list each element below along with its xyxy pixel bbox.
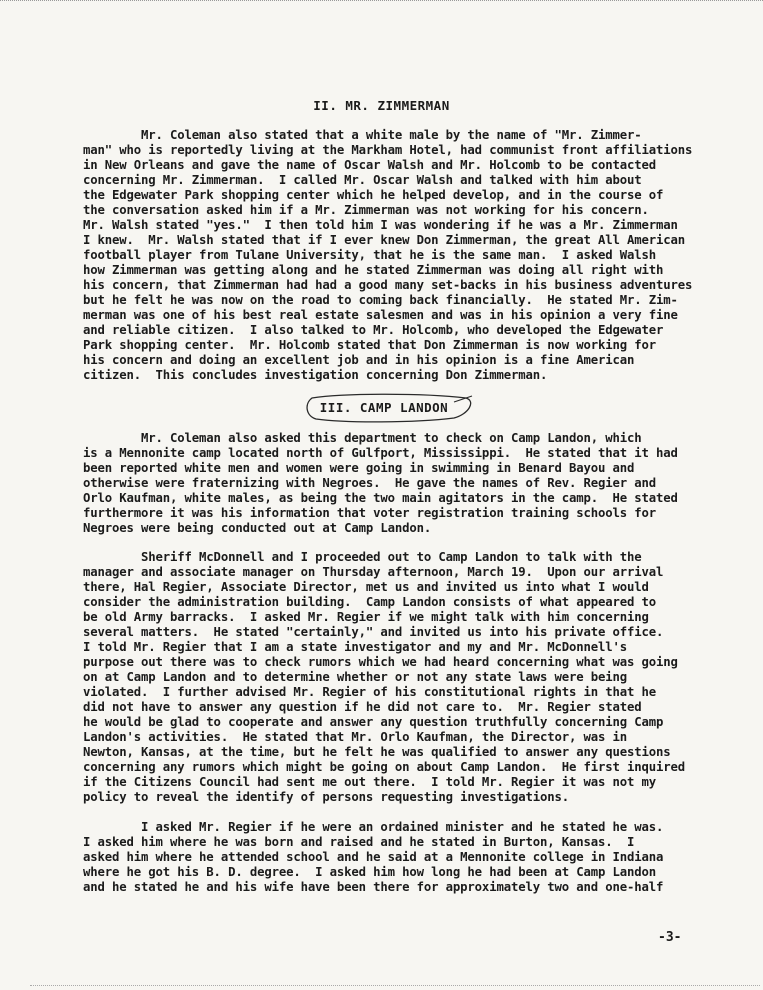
section-heading-zimmerman: II. MR. ZIMMERMAN (313, 98, 450, 113)
text-line: how Zimmerman was getting along and he stated Zimmerman was doing all right with (83, 263, 664, 277)
text-line: been reported white men and women were going in swimming in Benard Bayou and (83, 461, 635, 475)
text-line: policy to reveal the identify of persons requesting investigations. (83, 790, 569, 804)
text-line: Mr. Coleman also asked this department to check on Camp Landon, which (83, 431, 642, 445)
text-line: purpose out there was to check rumors which we had heard concerning what was going (83, 655, 678, 669)
text-line: Mr. Walsh stated "yes." I then told him I was wondering if he was a Mr. Zimmerman (83, 218, 678, 232)
text-line: consider the administration building. Camp Landon consists of what appeared to (83, 595, 657, 609)
text-line: Landon's activities. He stated that Mr. Orlo Kaufman, the Director, was in (83, 730, 628, 744)
page-bottom-edge (30, 985, 760, 986)
text-line: his concern and doing an excellent job and in his opinion is a fine American (83, 353, 635, 367)
text-line: asked him where he attended school and he said at a Mennonite college in Indiana (83, 850, 664, 864)
camp-landon-heading-text: III. CAMP LANDON (319, 400, 449, 415)
text-line: did not have to answer any question if he did not care to. Mr. Regier stated (83, 700, 642, 714)
text-line: and he stated he and his wife have been there for approximately two and one-half (83, 880, 664, 894)
text-line: football player from Tulane University, that he is the same man. I asked Walsh (83, 248, 657, 262)
text-line: I told Mr. Regier that I am a state investigator and my and Mr. McDonnell's (83, 640, 628, 654)
text-line: I knew. Mr. Walsh stated that if I ever knew Don Zimmerman, the great All American (83, 233, 686, 247)
text-line: I asked him where he was born and raised and he stated in Burton, Kansas. I (83, 835, 635, 849)
text-line: Newton, Kansas, at the time, but he felt he was qualified to answer any questions (83, 745, 671, 759)
text-line: Negroes were being conducted out at Camp Landon. (83, 521, 432, 535)
text-line: Orlo Kaufman, white males, as being the two main agitators in the camp. He stated (83, 491, 678, 505)
text-line: Mr. Coleman also stated that a white male by the name of "Mr. Zimmer- (83, 128, 642, 142)
text-line: otherwise were fraternizing with Negroes. He gave the names of Rev. Regier and (83, 476, 657, 490)
text-line: furthermore it was his information that voter registration training schools for (83, 506, 657, 520)
text-line: manager and associate manager on Thursday afternoon, March 19. Upon our arrival (83, 565, 664, 579)
text-line: citizen. This concludes investigation concerning Don Zimmerman. (83, 368, 548, 382)
text-line: Park shopping center. Mr. Holcomb stated that Don Zimmerman is now working for (83, 338, 657, 352)
text-line: I asked Mr. Regier if he were an ordained minister and he stated he was. (83, 820, 664, 834)
text-line: the Edgewater Park shopping center which he helped develop, and in the course of (83, 188, 664, 202)
section-heading-camp-landon (304, 392, 474, 422)
page-number: -3- (658, 930, 682, 945)
text-line: Sheriff McDonnell and I proceeded out to Camp Landon to talk with the (83, 550, 642, 564)
text-line: but he felt he was now on the road to coming back financially. He stated Mr. Zim- (83, 293, 678, 307)
text-line: if the Citizens Council had sent me out there. I told Mr. Regier it was not my (83, 775, 657, 789)
text-line: the conversation asked him if a Mr. Zimmerman was not working for his concern. (83, 203, 649, 217)
text-line: and reliable citizen. I also talked to Mr. Holcomb, who developed the Edgewater (83, 323, 664, 337)
text-line: in New Orleans and gave the name of Oscar Walsh and Mr. Holcomb to be contacted (83, 158, 657, 172)
text-line: his concern, that Zimmerman had had a good many set-backs in his business adventures (83, 278, 693, 292)
text-line: be old Army barracks. I asked Mr. Regier if we might talk with him concerning (83, 610, 649, 624)
text-line: on at Camp Landon and to determine whether or not any state laws were being (83, 670, 628, 684)
text-line: he would be glad to cooperate and answer any question truthfully concerning Camp (83, 715, 664, 729)
text-line: merman was one of his best real estate salesmen and was in his opinion a very fine (83, 308, 678, 322)
text-line: is a Mennonite camp located north of Gulfport, Mississippi. He stated that it had (83, 446, 678, 460)
text-line: concerning any rumors which might be going on about Camp Landon. He first inquired (83, 760, 686, 774)
page-top-edge (0, 0, 763, 5)
text-line: there, Hal Regier, Associate Director, met us and invited us into what I would (83, 580, 649, 594)
text-line: man" who is reportedly living at the Markham Hotel, had communist front affiliations (83, 143, 693, 157)
text-line: several matters. He stated "certainly," and invited us into his private office. (83, 625, 664, 639)
text-line: violated. I further advised Mr. Regier of his constitutional rights in that he (83, 685, 657, 699)
text-line: where he got his B. D. degree. I asked him how long he had been at Camp Landon (83, 865, 657, 879)
text-line: concerning Mr. Zimmerman. I called Mr. Oscar Walsh and talked with him about (83, 173, 642, 187)
